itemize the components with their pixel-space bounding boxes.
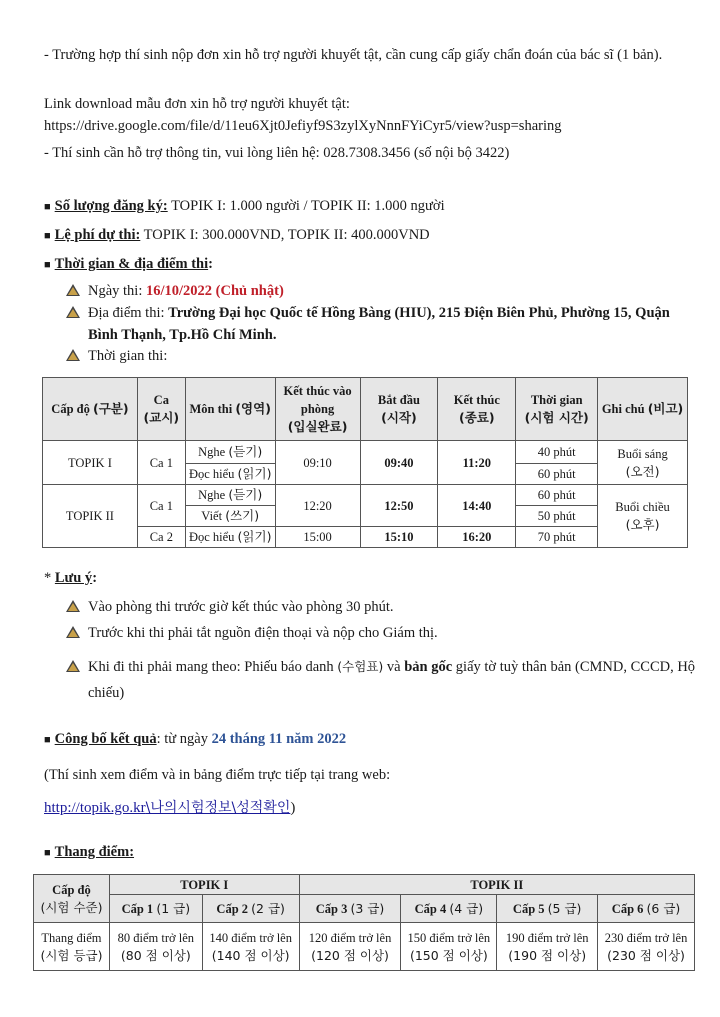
exam-time-label: Thời gian thi:	[66, 345, 696, 367]
note-item: Trước khi thi phải tắt nguồn điện thoại và nộp cho Giám thị.	[66, 622, 696, 644]
square-bullet-icon: ■	[44, 847, 51, 859]
bullet-arrow-icon	[66, 284, 80, 296]
fee-label: Lệ phí dự thi:	[54, 227, 141, 243]
table-row: TOPIK II Ca 1 Nghe (듣기) 12:20 12:50 14:40 60 phút Buổi chiều (오후)	[43, 485, 688, 506]
results-link-line: http://topik.go.kr\나의시험정보\성적확인)	[44, 800, 296, 816]
table-row: Viết (쓰기) 50 phút	[43, 506, 688, 527]
schedule-header: Cấp độ (구분) Ca (교시) Môn thi (영역) Kết thúc vào phòng (입실완료) Bắt đầu (시작) Kết thúc (종료) Thời gian (시험 시간) Ghi chú (비고)	[43, 378, 688, 441]
bullet-arrow-icon	[66, 600, 80, 612]
topik-link[interactable]: http://topik.go.kr\나의시험정보\성적확인	[44, 800, 291, 816]
registration-line	[44, 198, 445, 215]
scale-levels-row: Cấp 1 (1 급) Cấp 2 (2 급) Cấp 3 (3 급) Cấp 4 (4 급) Cấp 5 (5 급) Cấp 6 (6 급)	[34, 895, 695, 923]
registration-label: Số lượng đăng ký:	[54, 198, 168, 214]
bullet-arrow-icon	[66, 660, 80, 672]
square-bullet-icon: ■	[44, 259, 51, 271]
time-place-label: Thời gian & địa điểm thi	[54, 256, 209, 272]
table-row: Đọc hiểu (읽기) 60 phút	[43, 464, 688, 485]
time-place-colon: :	[208, 256, 213, 272]
scale-header: Cấp độ (시험 수준) TOPIK I TOPIK II	[34, 875, 695, 895]
registration-value: TOPIK I: 1.000 người / TOPIK II: 1.000 người	[167, 198, 445, 214]
scale-scores-row: Thang điểm (시험 등급) 80 điểm trở lên (80 점 이상) 140 điểm trở lên (140 점 이상) 120 điểm trở lên (120 점 이상) 150 điểm trở lên (150 점 이상) 190 điểm trở lên (190 점 이상) 230 điểm trở lên (230 점 이상)	[34, 923, 695, 971]
exam-place: Địa điểm thi: Trường Đại học Quốc tế Hồng Bàng (HIU), 215 Điện Biên Phủ, Phường 15, Quận Bình Thạnh, Tp.Hồ Chí Minh.	[66, 302, 696, 346]
table-row: Ca 2 Đọc hiểu (읽기) 15:00 15:10 16:20 70 phút	[43, 527, 688, 548]
results-line: ■ Công bố kết quả: từ ngày 24 tháng 11 năm 2022	[44, 731, 347, 747]
scale-heading: ■ Thang điểm:	[44, 844, 135, 860]
download-label: Link download mẫu đơn xin hỗ trợ người khuyết tật:	[44, 96, 350, 112]
square-bullet-icon: ■	[44, 201, 51, 213]
table-row: TOPIK I Ca 1 Nghe (듣기) 09:10 09:40 11:20 40 phút Buổi sáng (오전)	[43, 441, 688, 464]
disability-note: - Trường hợp thí sinh nộp đơn xin hỗ trợ người khuyết tật, cần cung cấp giấy chẩn đoán của bác sĩ (1 bản).	[44, 47, 663, 63]
bullet-arrow-icon	[66, 349, 80, 361]
square-bullet-icon: ■	[44, 230, 51, 242]
note-item: Vào phòng thi trước giờ kết thúc vào phòng 30 phút.	[66, 596, 696, 618]
fee-line	[44, 227, 430, 244]
time-place-line	[44, 256, 213, 273]
scale-table	[33, 874, 695, 971]
bullet-arrow-icon	[66, 306, 80, 318]
download-url[interactable]: https://drive.google.com/file/d/11eu6Xjt0Jefiyf9S3zylXyNnnFYiCyr5/view?usp=sharing	[44, 118, 562, 134]
square-bullet-icon: ■	[44, 734, 51, 746]
exam-date: Ngày thi: 16/10/2022 (Chủ nhật)	[66, 280, 696, 302]
bullet-arrow-icon	[66, 626, 80, 638]
results-web-note: (Thí sinh xem điểm và in bảng điểm trực tiếp tại trang web:	[44, 767, 391, 783]
note-item: Khi đi thi phải mang theo: Phiếu báo danh (수험표) và bản gốc giấy tờ tuỳ thân bản (CMND, CCCD, Hộ chiếu)	[66, 654, 696, 706]
fee-value: TOPIK I: 300.000VND, TOPIK II: 400.000VND	[140, 227, 430, 243]
contact-info: - Thí sinh cần hỗ trợ thông tin, vui lòng liên hệ: 028.7308.3456 (số nội bộ 3422)	[44, 145, 510, 161]
notes-heading: * Lưu ý:	[44, 570, 98, 586]
schedule-table	[42, 377, 688, 548]
